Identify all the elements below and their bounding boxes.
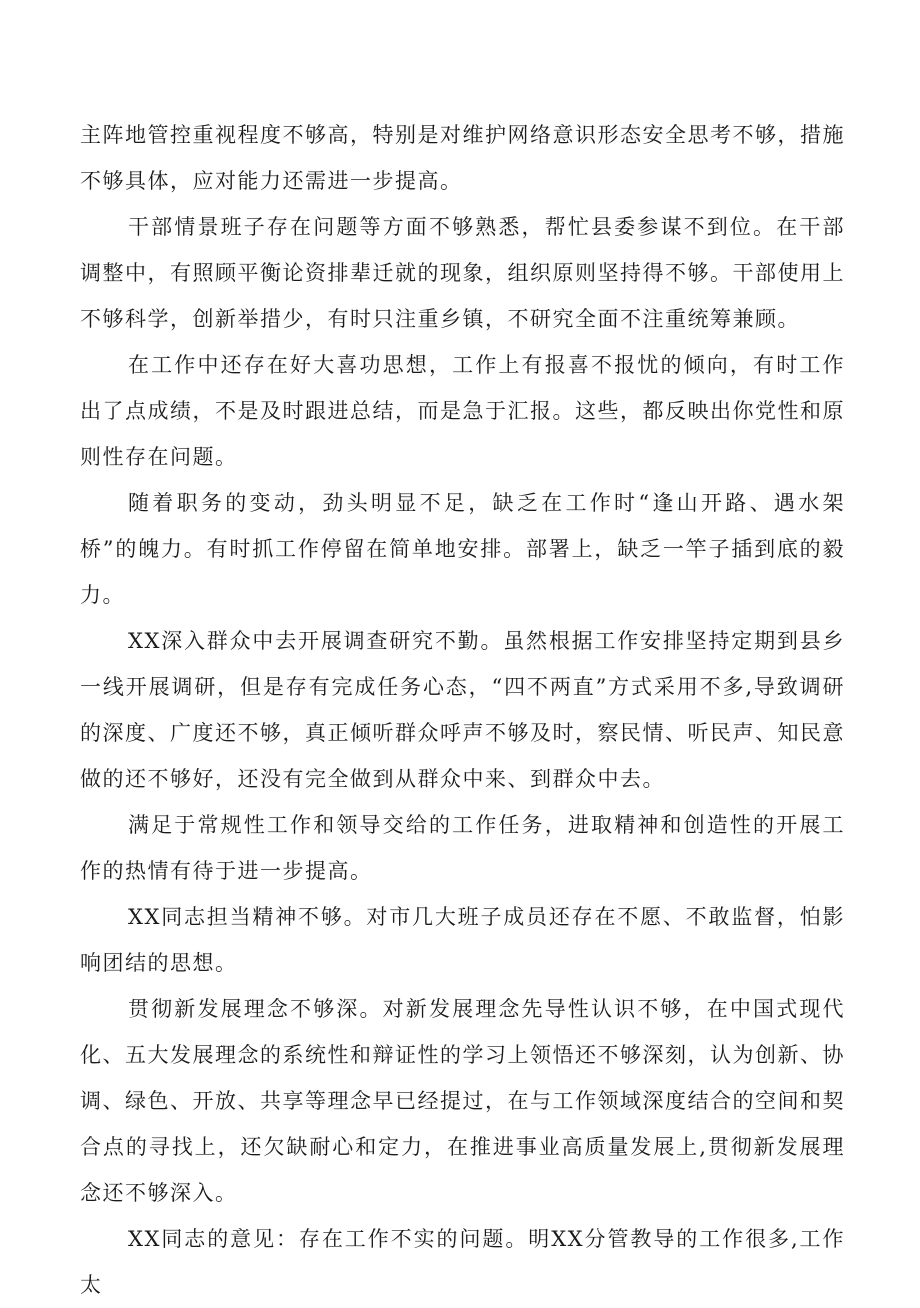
document-body — [80, 112, 845, 1308]
paragraph-2: 干部情景班子存在问题等方面不够熟悉，帮忙县委参谋不到位。在干部调整中，有照顾平衡论资排辈迁就的现象，组织原则坚持得不够。干部使用上不够科学，创新举措少，有时只注重乡镇，不研究全面不注重统筹兼顾。 — [80, 215, 845, 331]
paragraph-7: XX同志担当精神不够。对市几大班子成员还存在不愿、不敢监督，怕影响团结的思想。 — [80, 905, 845, 975]
paragraph-3: 在工作中还存在好大喜功思想，工作上有报喜不报忧的倾向，有时工作出了点成绩，不是及时跟进总结，而是急于汇报。这些，都反映出你党性和原则性存在问题。 — [80, 353, 845, 469]
paragraph-6: 满足于常规性工作和领导交给的工作任务，进取精神和创造性的开展工作的热情有待于进一步提高。 — [80, 813, 845, 883]
paragraph-5: XX深入群众中去开展调查研究不勤。虽然根据工作安排坚持定期到县乡一线开展调研，但是存有完成任务心态，“四不两直”方式采用不多,导致调研的深度、广度还不够，真正倾听群众呼声不够及时，察民情、听民声、知民意做的还不够好，还没有完全做到从群众中来、到群众中去。 — [80, 629, 845, 791]
paragraph-1: 主阵地管控重视程度不够高，特别是对维护网络意识形态安全思考不够，措施不够具体，应对能力还需进一步提高。 — [80, 123, 845, 193]
paragraph-4: 随着职务的变动，劲头明显不足，缺乏在工作时“逢山开路、遇水架桥”的魄力。有时抓工作停留在简单地安排。部署上，缺乏一竿子插到底的毅力。 — [80, 491, 845, 607]
paragraph-8: 贯彻新发展理念不够深。对新发展理念先导性认识不够，在中国式现代化、五大发展理念的系统性和辩证性的学习上领悟还不够深刻，认为创新、协调、绿色、开放、共享等理念早已经提过，在与工作领域深度结合的空间和契合点的寻找上，还欠缺耐心和定力，在推进事业高质量发展上,贯彻新发展理念还不够深入。 — [80, 997, 845, 1205]
paragraph-9: XX同志的意见：存在工作不实的问题。明XX分管教导的工作很多,工作太 — [80, 1227, 845, 1297]
